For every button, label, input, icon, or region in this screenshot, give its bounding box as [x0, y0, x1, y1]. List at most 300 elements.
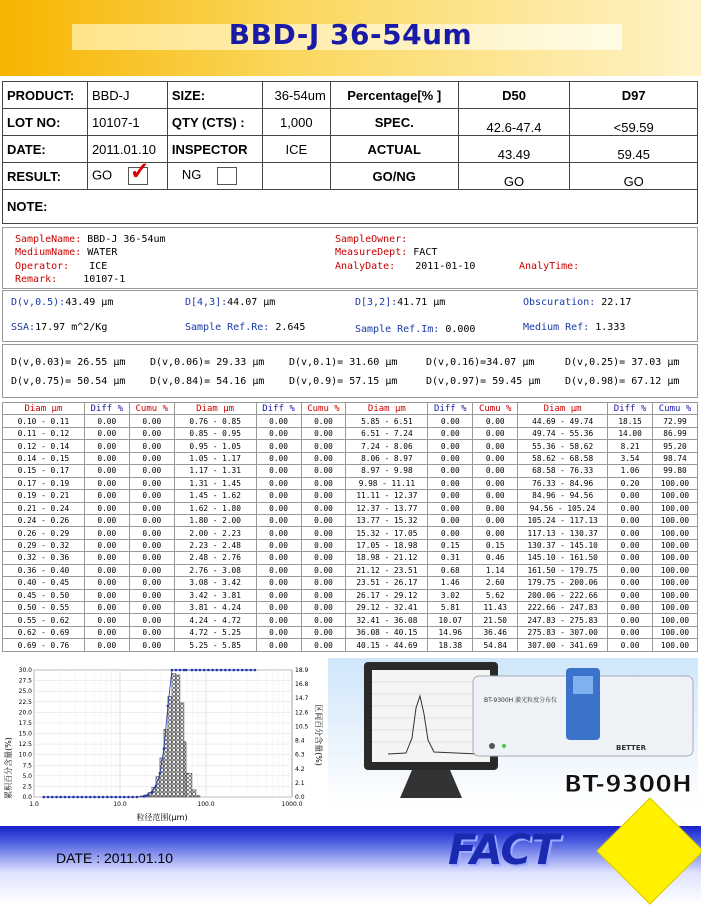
cumulative-point [93, 796, 96, 799]
lot-label: LOT NO: [3, 109, 88, 136]
cumulative-point [159, 772, 162, 775]
y-tick-right: 8.4 [295, 737, 305, 745]
date-label: DATE: [3, 136, 88, 163]
cumulative-point [163, 747, 166, 750]
table-cell: 0.00 [84, 639, 129, 651]
gong-label: GO/NG [330, 163, 458, 190]
size-value: 36-54um [262, 82, 330, 109]
monitor-stand [400, 770, 462, 798]
percentile-1: D(v,0.06)= 29.33 μm [150, 357, 265, 368]
table-cell: 0.00 [129, 452, 174, 464]
percentile-5: D(v,0.75)= 50.54 μm [11, 376, 126, 387]
table-cell: 0.00 [301, 452, 346, 464]
y-axis-label-right: 区间百分含量(%) [314, 704, 323, 766]
table-cell: 1.17 - 1.31 [174, 465, 256, 477]
table-cell: 0.00 [301, 527, 346, 539]
table-cell: 5.81 [428, 602, 473, 614]
cumu-header: Cumu % [129, 403, 174, 415]
table-cell: 0.36 - 0.40 [3, 564, 85, 576]
diam-header: Diam μm [518, 403, 608, 415]
cumulative-point [195, 669, 198, 672]
cumulative-point [89, 796, 92, 799]
table-cell: 0.00 [256, 602, 301, 614]
table-row [3, 452, 698, 464]
table-cell: 0.00 [129, 577, 174, 589]
table-cell: 3.81 - 4.24 [174, 602, 256, 614]
cumulative-point [68, 796, 71, 799]
result-empty [262, 163, 330, 190]
cumulative-point [55, 796, 58, 799]
cumulative-point [228, 669, 231, 672]
y-tick-right: 10.5 [295, 723, 309, 731]
ssa-label: SSA: [11, 322, 36, 333]
d32-row [355, 297, 445, 308]
table-cell: 0.00 [256, 589, 301, 601]
table-cell: 0.11 - 0.12 [3, 427, 85, 439]
cumulative-point [136, 796, 139, 799]
table-cell: 54.84 [473, 639, 518, 651]
cumulative-point [151, 791, 154, 794]
table-cell: 105.24 - 117.13 [518, 514, 608, 526]
gong-d50: GO [458, 163, 570, 190]
operator-value: ICE [89, 261, 108, 272]
table-cell: 12.37 - 13.77 [346, 502, 428, 514]
table-cell: 0.00 [129, 465, 174, 477]
table-cell: 0.00 [301, 514, 346, 526]
table-cell: 21.50 [473, 614, 518, 626]
table-cell: 0.00 [129, 539, 174, 551]
table-cell: 0.00 [428, 527, 473, 539]
table-cell: 0.00 [129, 626, 174, 638]
table-cell: 2.48 - 2.76 [174, 552, 256, 564]
chart-bar [180, 703, 184, 797]
sample-name-row [15, 234, 166, 245]
table-cell: 2.60 [473, 577, 518, 589]
table-cell: 0.00 [84, 477, 129, 489]
table-cell: 1.80 - 2.00 [174, 514, 256, 526]
table-cell: 0.00 [608, 639, 653, 651]
table-cell: 0.00 [301, 490, 346, 502]
obscuration-value: 22.17 [601, 297, 632, 308]
spec-d50: 42.6-47.4 [458, 109, 570, 136]
chart-bar [160, 758, 164, 797]
table-cell: 1.05 - 1.17 [174, 452, 256, 464]
table-cell: 3.02 [428, 589, 473, 601]
sample-name-label: SampleName: [15, 234, 82, 245]
table-cell: 0.00 [301, 602, 346, 614]
table-row [3, 626, 698, 638]
table-cell: 179.75 - 200.06 [518, 577, 608, 589]
cumulative-point [102, 796, 105, 799]
cumulative-point [64, 796, 67, 799]
table-cell: 72.99 [653, 415, 698, 427]
fact-logo: FACT [448, 825, 558, 874]
table-cell: 0.00 [129, 514, 174, 526]
percentile-8: D(v,0.97)= 59.45 μm [426, 376, 541, 387]
title-banner [0, 0, 701, 76]
table-row [3, 514, 698, 526]
table-cell: 0.00 [256, 539, 301, 551]
analyzer-label: BT-9300H 激光粒度分布仪 [484, 697, 558, 704]
table-cell: 0.00 [84, 427, 129, 439]
x-tick: 10.0 [113, 801, 127, 808]
cumulative-point [155, 785, 158, 788]
chart-bar [196, 796, 200, 797]
ssa-value: 17.97 m^2/Kg [35, 322, 108, 333]
table-row [3, 577, 698, 589]
checkmark-icon: ✓ [129, 158, 150, 185]
medium-name-value: WATER [87, 247, 118, 258]
remark-value: 10107-1 [83, 274, 126, 285]
table-cell: 100.00 [653, 477, 698, 489]
distribution-body [3, 415, 698, 651]
sample-owner-label: SampleOwner: [335, 234, 408, 245]
table-cell: 0.00 [608, 564, 653, 576]
table-cell: 3.54 [608, 452, 653, 464]
cumu-header: Cumu % [653, 403, 698, 415]
ng-checkbox[interactable] [217, 167, 237, 185]
analyzer-brand: BETTER [616, 744, 646, 752]
medium-ref-label: Medium Ref: [523, 322, 590, 333]
table-cell: 100.00 [653, 502, 698, 514]
table-cell: 0.00 [473, 465, 518, 477]
table-cell: 0.00 [84, 527, 129, 539]
cumulative-point [249, 669, 252, 672]
cumulative-point [59, 796, 62, 799]
table-cell: 117.13 - 130.37 [518, 527, 608, 539]
table-cell: 23.51 - 26.17 [346, 577, 428, 589]
dept-row [335, 247, 437, 258]
cumulative-point [119, 796, 122, 799]
table-row [3, 465, 698, 477]
dv05-label: D(v,0.5): [11, 297, 66, 308]
table-cell: 100.00 [653, 552, 698, 564]
table-cell: 1.14 [473, 564, 518, 576]
table-cell: 0.00 [84, 614, 129, 626]
table-cell: 1.46 [428, 577, 473, 589]
obscuration-row [523, 297, 631, 308]
table-cell: 0.00 [84, 490, 129, 502]
distribution-chart [2, 660, 324, 830]
go-checkbox[interactable] [128, 158, 150, 185]
operator-row [15, 261, 107, 272]
table-cell: 8.21 [608, 440, 653, 452]
analy-time-label: AnalyTime: [519, 261, 580, 272]
table-cell: 100.00 [653, 589, 698, 601]
table-cell: 100.00 [653, 577, 698, 589]
gong-d97: GO [570, 163, 698, 190]
y-tick-right: 4.2 [295, 765, 305, 773]
cumulative-point [175, 669, 178, 672]
table-cell: 58.62 - 68.58 [518, 452, 608, 464]
ref-im-label: Sample Ref.Im: [355, 324, 440, 335]
actual-label: ACTUAL [330, 136, 458, 163]
table-cell: 5.25 - 5.85 [174, 639, 256, 651]
cumulative-point [220, 669, 223, 672]
cumulative-point [85, 796, 88, 799]
table-cell: 0.00 [473, 427, 518, 439]
y-tick-left: 15.0 [18, 730, 32, 738]
table-cell: 18.38 [428, 639, 473, 651]
table-cell: 0.00 [84, 564, 129, 576]
table-cell: 0.00 [428, 490, 473, 502]
table-cell: 0.45 - 0.50 [3, 589, 85, 601]
table-cell: 0.00 [256, 514, 301, 526]
cumulative-point [216, 669, 219, 672]
table-cell: 0.00 [428, 477, 473, 489]
qty-label: QTY (CTS) : [167, 109, 262, 136]
table-cell: 8.97 - 9.98 [346, 465, 428, 477]
table-cell: 0.00 [428, 465, 473, 477]
ref-re-value: 2.645 [275, 322, 306, 333]
table-cell: 0.00 [129, 602, 174, 614]
chart-bar [172, 673, 176, 797]
y-tick-right: 18.9 [295, 667, 309, 674]
analy-date-row [335, 261, 475, 272]
table-cell: 0.00 [129, 527, 174, 539]
table-cell: 2.23 - 2.48 [174, 539, 256, 551]
cumulative-point [47, 796, 50, 799]
y-tick-right: 2.1 [295, 779, 305, 787]
table-cell: 0.00 [256, 614, 301, 626]
cumulative-point [72, 796, 75, 799]
remark-row [15, 274, 125, 285]
sample-info-panel [2, 227, 698, 289]
ref-im-value: 0.000 [445, 324, 476, 335]
table-cell: 0.00 [473, 415, 518, 427]
table-cell: 0.00 [428, 502, 473, 514]
cumulative-point [232, 669, 235, 672]
table-cell: 0.00 [428, 415, 473, 427]
obscuration-label: Obscuration: [523, 297, 596, 308]
table-cell: 0.00 [129, 589, 174, 601]
table-cell: 0.00 [84, 626, 129, 638]
dept-label: MeasureDept: [335, 247, 408, 258]
table-cell: 0.00 [256, 465, 301, 477]
table-cell: 0.00 [256, 477, 301, 489]
table-cell: 0.00 [473, 452, 518, 464]
diam-header: Diam μm [346, 403, 428, 415]
d43-label: D[4,3]: [185, 297, 228, 308]
spec-label: SPEC. [330, 109, 458, 136]
product-label: PRODUCT: [3, 82, 88, 109]
table-cell: 0.46 [473, 552, 518, 564]
table-cell: 0.00 [608, 614, 653, 626]
cumulative-point [199, 669, 202, 672]
table-cell: 0.00 [301, 502, 346, 514]
table-cell: 0.00 [301, 564, 346, 576]
table-cell: 0.00 [608, 539, 653, 551]
table-cell: 0.15 - 0.17 [3, 465, 85, 477]
table-cell: 0.00 [301, 477, 346, 489]
table-cell: 0.00 [129, 639, 174, 651]
x-axis-label: 粒径范围(μm) [136, 813, 188, 822]
qty-value: 1,000 [262, 109, 330, 136]
table-cell: 0.00 [84, 602, 129, 614]
table-cell: 0.00 [608, 514, 653, 526]
percentage-label: Percentage[% ] [330, 82, 458, 109]
table-cell: 5.62 [473, 589, 518, 601]
indicator-led [502, 744, 506, 748]
table-cell: 0.00 [256, 490, 301, 502]
table-cell: 0.12 - 0.14 [3, 440, 85, 452]
table-cell: 0.00 [129, 614, 174, 626]
table-cell: 4.72 - 5.25 [174, 626, 256, 638]
size-label: SIZE: [167, 82, 262, 109]
instrument-photo [328, 658, 698, 806]
table-cell: 0.00 [129, 477, 174, 489]
table-cell: 3.42 - 3.81 [174, 589, 256, 601]
table-cell: 5.85 - 6.51 [346, 415, 428, 427]
model-name: BT-9300H [564, 770, 692, 798]
cumu-header: Cumu % [301, 403, 346, 415]
monitor-screen [372, 670, 490, 762]
table-cell: 94.56 - 105.24 [518, 502, 608, 514]
y-tick-right: 12.6 [295, 709, 309, 717]
table-cell: 0.00 [608, 577, 653, 589]
table-cell: 0.10 - 0.11 [3, 415, 85, 427]
table-cell: 0.00 [608, 602, 653, 614]
table-cell: 0.14 - 0.15 [3, 452, 85, 464]
table-cell: 0.00 [256, 564, 301, 576]
d43-row [185, 297, 275, 308]
table-cell: 0.00 [608, 527, 653, 539]
table-cell: 26.17 - 29.12 [346, 589, 428, 601]
percentile-0: D(v,0.03)= 26.55 μm [11, 357, 126, 368]
diff-header: Diff % [428, 403, 473, 415]
table-cell: 84.96 - 94.56 [518, 490, 608, 502]
cumulative-point [131, 796, 134, 799]
table-cell: 18.15 [608, 415, 653, 427]
table-cell: 0.21 - 0.24 [3, 502, 85, 514]
percentile-7: D(v,0.9)= 57.15 μm [289, 376, 398, 387]
y-tick-left: 10.0 [18, 751, 32, 759]
y-tick-left: 12.5 [18, 741, 32, 749]
table-cell: 100.00 [653, 527, 698, 539]
table-cell: 0.00 [256, 527, 301, 539]
table-cell: 0.00 [84, 514, 129, 526]
table-cell: 0.00 [129, 440, 174, 452]
table-cell: 18.98 - 21.12 [346, 552, 428, 564]
table-cell: 6.51 - 7.24 [346, 427, 428, 439]
product-value: BBD-J [87, 82, 167, 109]
d32-value: 41.71 μm [397, 297, 446, 308]
cumulative-point [123, 796, 126, 799]
table-cell: 0.00 [256, 427, 301, 439]
table-cell: 0.00 [256, 415, 301, 427]
cumulative-point [211, 669, 214, 672]
y-tick-left: 25.0 [18, 688, 32, 696]
table-cell: 275.83 - 307.00 [518, 626, 608, 638]
table-cell: 100.00 [653, 626, 698, 638]
table-cell: 0.55 - 0.62 [3, 614, 85, 626]
lot-value: 10107-1 [87, 109, 167, 136]
table-cell: 145.10 - 161.50 [518, 552, 608, 564]
table-cell: 0.69 - 0.76 [3, 639, 85, 651]
y-tick-left: 17.5 [18, 719, 32, 727]
table-cell: 100.00 [653, 490, 698, 502]
table-cell: 161.50 - 179.75 [518, 564, 608, 576]
ng-label: NG [181, 167, 202, 183]
cumulative-point [76, 796, 79, 799]
table-cell: 200.06 - 222.66 [518, 589, 608, 601]
cumulative-point [207, 669, 210, 672]
chart-bar [176, 675, 180, 797]
table-row [3, 415, 698, 427]
x-tick: 1000.0 [281, 801, 303, 808]
table-cell: 0.00 [608, 626, 653, 638]
table-cell: 0.17 - 0.19 [3, 477, 85, 489]
sample-name-value: BBD-J 36-54um [87, 234, 166, 245]
dv05-row [11, 297, 113, 308]
percentile-4: D(v,0.25)= 37.03 μm [565, 357, 680, 368]
table-row [3, 427, 698, 439]
table-cell: 68.58 - 76.33 [518, 465, 608, 477]
table-row [3, 564, 698, 576]
table-cell: 0.15 [428, 539, 473, 551]
cumulative-point [254, 669, 257, 672]
y-tick-right: 0.0 [295, 794, 305, 801]
cumulative-point [110, 796, 113, 799]
table-cell: 0.00 [84, 539, 129, 551]
table-cell: 0.50 - 0.55 [3, 602, 85, 614]
y-tick-right: 16.8 [295, 681, 309, 689]
table-cell: 98.74 [653, 452, 698, 464]
table-cell: 7.24 - 8.06 [346, 440, 428, 452]
table-cell: 0.00 [256, 440, 301, 452]
table-cell: 0.00 [129, 427, 174, 439]
table-cell: 11.11 - 12.37 [346, 490, 428, 502]
table-cell: 1.62 - 1.80 [174, 502, 256, 514]
y-tick-left: 22.5 [18, 698, 32, 706]
ref-re-row [185, 322, 305, 333]
table-cell: 0.68 [428, 564, 473, 576]
table-cell: 3.08 - 3.42 [174, 577, 256, 589]
footer-date: DATE : 2011.01.10 [56, 850, 173, 866]
medium-name-label: MediumName: [15, 247, 82, 258]
table-cell: 0.00 [256, 626, 301, 638]
percentile-6: D(v,0.84)= 54.16 μm [150, 376, 265, 387]
table-cell: 8.06 - 8.97 [346, 452, 428, 464]
x-tick: 100.0 [197, 801, 215, 808]
table-cell: 100.00 [653, 564, 698, 576]
cumulative-point [203, 669, 206, 672]
result-label: RESULT: [3, 163, 88, 190]
table-cell: 0.00 [301, 427, 346, 439]
table-cell: 0.00 [608, 552, 653, 564]
table-cell: 0.00 [129, 490, 174, 502]
percentile-3: D(v,0.16)=34.07 μm [426, 357, 535, 368]
table-cell: 0.00 [129, 552, 174, 564]
table-cell: 0.00 [473, 502, 518, 514]
y-tick-left: 7.5 [22, 762, 32, 770]
actual-d97: 59.45 [570, 136, 698, 163]
table-cell: 0.85 - 0.95 [174, 427, 256, 439]
table-cell: 49.74 - 55.36 [518, 427, 608, 439]
table-cell: 29.12 - 32.41 [346, 602, 428, 614]
table-cell: 0.29 - 0.32 [3, 539, 85, 551]
diam-header: Diam μm [3, 403, 85, 415]
table-cell: 0.00 [84, 502, 129, 514]
y-tick-left: 5.0 [22, 772, 32, 780]
table-cell: 0.00 [301, 614, 346, 626]
analyzer-window [573, 676, 593, 694]
table-cell: 0.00 [428, 514, 473, 526]
table-row [3, 477, 698, 489]
table-cell: 0.00 [84, 452, 129, 464]
chart-bar [186, 773, 192, 797]
remark-label: Remark: [15, 274, 58, 285]
